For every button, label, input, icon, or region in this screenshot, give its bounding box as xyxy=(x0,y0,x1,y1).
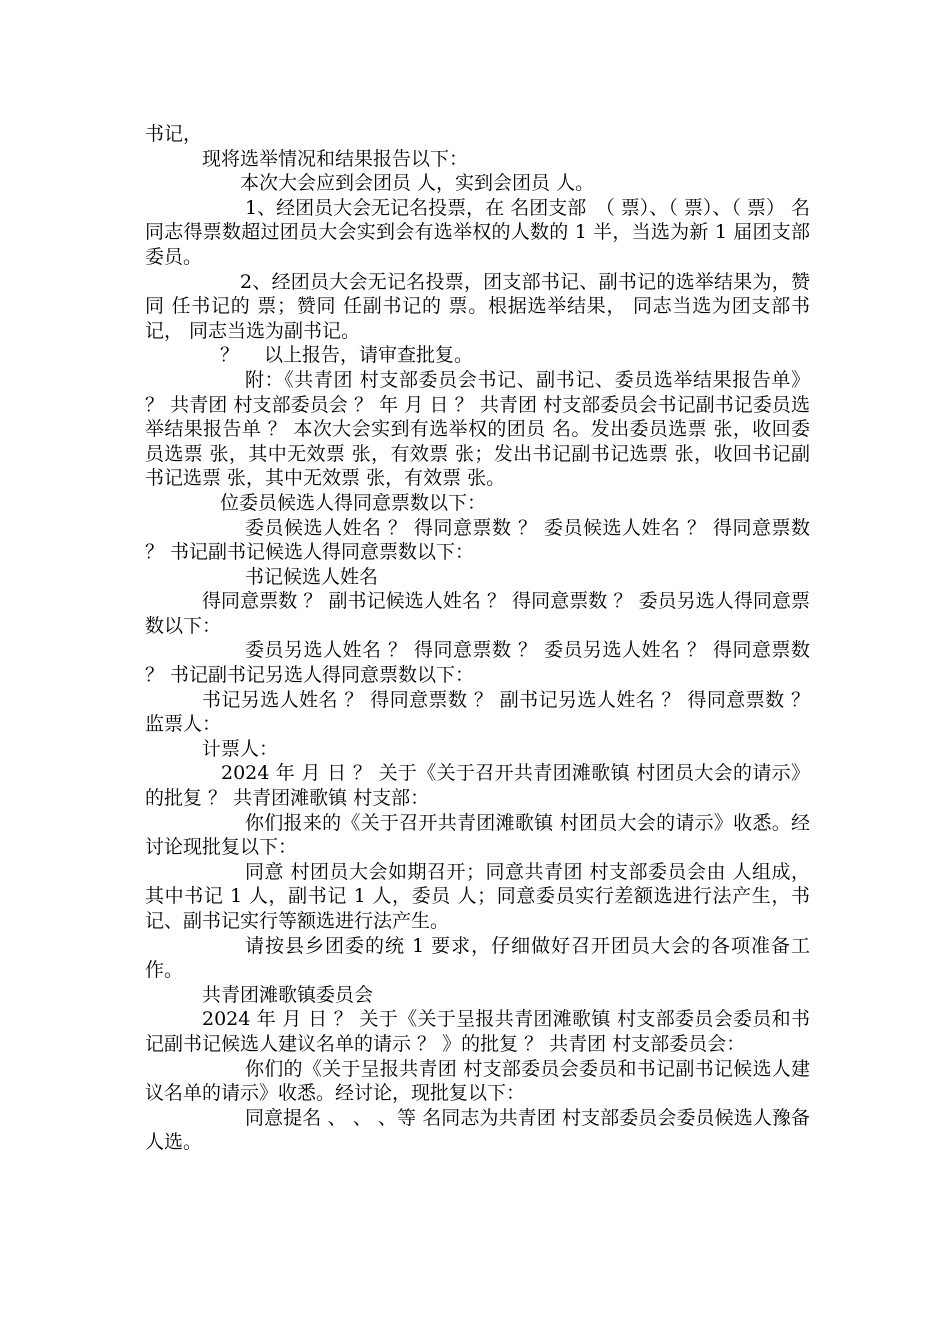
document-body xyxy=(145,122,810,1155)
paragraph: 得同意票数 ？ 副书记候选人姓名 ？ 得同意票数 ？ 委员另选人得同意票数以下： xyxy=(145,590,810,637)
paragraph: 同意 村团员大会如期召开；同意共青团 村支部委员会由 人组成，其中书记 1 人，副书记 1 人，委员 人；同意委员实行差额选进行法产生，书记、副书记实行等额选进行法产生。 xyxy=(145,860,810,932)
paragraph: 共青团滩歌镇委员会 xyxy=(202,983,374,1006)
paragraph: 请按县乡团委的统 1 要求，仔细做好召开团员大会的各项准备工作。 xyxy=(145,934,810,982)
paragraph: 计票人： xyxy=(202,737,279,760)
paragraph: 2、经团员大会无记名投票，团支部书记、副书记的选举结果为，赞同 任书记的 票；赞同 任副书记的 票。根据选举结果， 同志当选为团支部书记， 同志当选为副书记。 xyxy=(145,270,810,342)
paragraph: 位委员候选人得同意票数以下： xyxy=(220,491,487,514)
paragraph: 2024 年 月 日 ？ 关于《关于召开共青团滩歌镇 村团员大会的请示》的批复 ？ 共青团滩歌镇 村支部： xyxy=(145,762,810,810)
paragraph: 委员另选人姓名 ？ 得同意票数 ？ 委员另选人姓名 ？ 得同意票数 ？ 书记副书记另选人得同意票数以下： xyxy=(145,639,810,687)
paragraph: 现将选举情况和结果报告以下： xyxy=(202,147,469,170)
paragraph: 书记， xyxy=(145,123,203,145)
paragraph: 你们报来的《关于召开共青团滩歌镇 村团员大会的请示》收悉。经讨论现批复以下： xyxy=(145,811,810,859)
paragraph: 本次大会应到会团员 人，实到会团员 人。 xyxy=(240,172,595,195)
paragraph: ？ 以上报告，请审查批复。 xyxy=(220,344,474,367)
paragraph: 书记另选人姓名 ？ 得同意票数 ？ 副书记另选人姓名 ？ 得同意票数 ？ 监票人： xyxy=(145,688,810,736)
paragraph: 委员候选人姓名 ？ 得同意票数 ？ 委员候选人姓名 ？ 得同意票数 ？ 书记副书记候选人得同意票数以下： xyxy=(145,516,810,564)
paragraph: 你们的《关于呈报共青团 村支部委员会委员和书记副书记候选人建议名单的请示》收悉。经讨论，现批复以下： xyxy=(145,1057,810,1105)
paragraph: 2024 年 月 日 ？ 关于《关于呈报共青团滩歌镇 村支部委员会委员和书记副书记候选人建议名单的请示 ？ 》的批复 ？ 共青团 村支部委员会： xyxy=(145,1008,810,1055)
paragraph: 1、经团员大会无记名投票，在 名团支部 （ 票）、（ 票）、（ 票） 名同志得票数超过团员大会实到会有选举权的人数的 1 半，当选为新 1 届团支部委员。 xyxy=(145,196,810,268)
paragraph: 附：《共青团 村支部委员会书记、副书记、委员选举结果报告单》 ？ 共青团 村支部委员会 ？ 年 月 日 ？ 共青团 村支部委员会书记副书记委员选举结果报告单 ？ 本次大会实到有选举权的团员 名。发出委员选票 张，收回委员选票 张，其中无效票 张，有效票 张；发出书记副书记选票 张，收回书记副书记选票 张，其中无效票 张，有效票 张。 xyxy=(145,368,810,490)
paragraph: 书记候选人姓名 xyxy=(245,565,379,588)
paragraph: 同意提名 、 、 、等 名同志为共青团 村支部委员会委员候选人豫备人选。 xyxy=(145,1106,810,1154)
